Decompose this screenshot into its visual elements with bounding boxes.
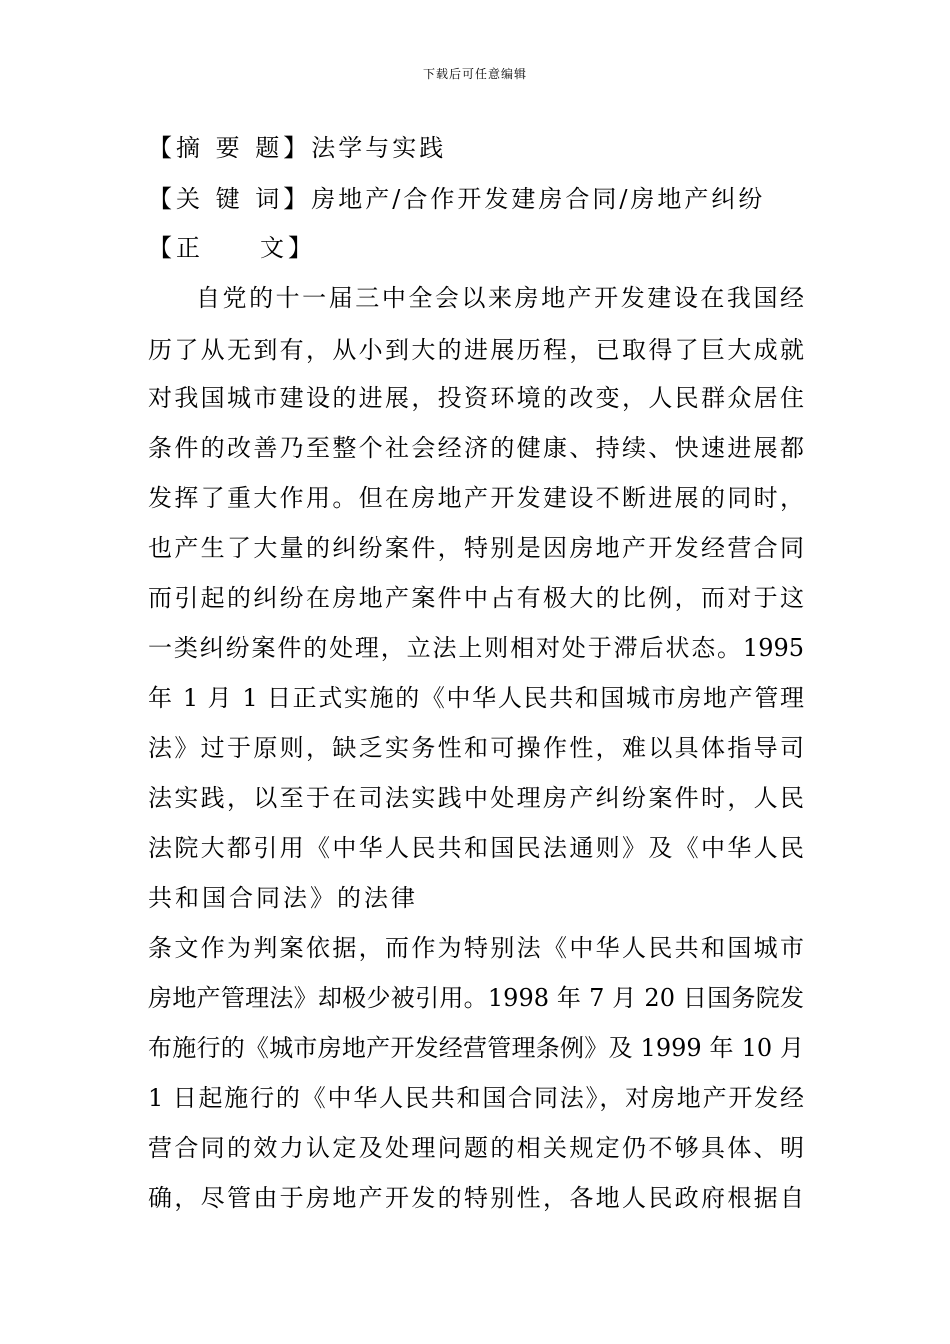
- body-line: 发挥了重大作用。但在房地产开发建设不断进展的同时，: [148, 484, 804, 512]
- body-line: 一类纠纷案件的处理，立法上则相对处于滞后状态。1995: [148, 634, 804, 662]
- body-label-row: [148, 233, 316, 263]
- body-line: 年 1 月 1 日正式实施的《中华人民共和国城市房地产管理: [148, 684, 804, 712]
- body-line: 法》过于原则，缺乏实务性和可操作性，难以具体指导司: [148, 734, 804, 762]
- body-line: 条件的改善乃至整个社会经济的健康、持续、快速进展都: [148, 434, 804, 462]
- body-line: 1 日起施行的《中华人民共和国合同法》，对房地产开发经: [148, 1084, 804, 1112]
- abstract-row: [148, 133, 446, 163]
- body-line: 法院大都引用《中华人民共和国民法通则》及《中华人民: [148, 834, 804, 862]
- body-line: 确，尽管由于房地产开发的特别性，各地人民政府根据自: [148, 1184, 804, 1212]
- abstract-value: 法学与实践: [311, 134, 447, 162]
- body-line: 自党的十一届三中全会以来房地产开发建设在我国经: [196, 284, 804, 312]
- abstract-label: 【摘 要 题】: [148, 134, 312, 162]
- body-line: 也产生了大量的纠纷案件，特别是因房地产开发经营合同: [148, 534, 804, 562]
- body-label: 【正 文】: [148, 234, 316, 262]
- body-line: 布施行的《城市房地产开发经营管理条例》及 1999 年 10 月: [148, 1034, 804, 1062]
- body-line: 房地产管理法》却极少被引用。1998 年 7 月 20 日国务院发: [148, 984, 804, 1012]
- body-line: 历了从无到有，从小到大的进展历程，已取得了巨大成就: [148, 336, 804, 364]
- body-line: 而引起的纠纷在房地产案件中占有极大的比例，而对于这: [148, 584, 804, 612]
- body-line: 共和国合同法》的法律: [148, 884, 418, 912]
- body-line: 营合同的效力认定及处理问题的相关规定仍不够具体、明: [148, 1134, 804, 1162]
- body-line: 法实践，以至于在司法实践中处理房产纠纷案件时，人民: [148, 784, 804, 812]
- keywords-row: [148, 184, 765, 214]
- page-header-note: 下载后可任意编辑: [422, 67, 527, 81]
- body-line: 条文作为判案依据，而作为特别法《中华人民共和国城市: [148, 934, 804, 962]
- keywords-label: 【关 键 词】: [148, 185, 312, 213]
- body-line: 对我国城市建设的进展，投资环境的改变，人民群众居住: [148, 384, 804, 412]
- keywords-value: 房地产/合作开发建房合同/房地产纠纷: [311, 185, 766, 213]
